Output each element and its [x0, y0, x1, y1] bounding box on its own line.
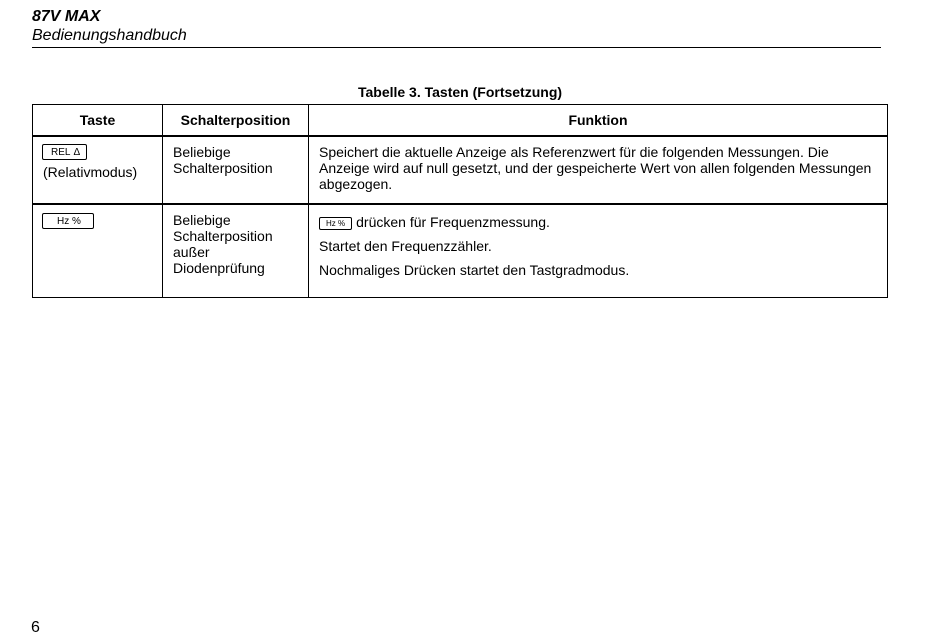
function-line: Nochmaliges Drücken startet den Tastgradmodus. — [319, 262, 630, 278]
rel-key-label: REL — [51, 147, 71, 158]
keys-table — [32, 104, 888, 298]
cell-function-hz — [309, 204, 888, 298]
cell-key-hz — [33, 204, 163, 298]
function-text: drücken für Frequenzmessung. — [356, 214, 550, 230]
hz-key-label: Hz % — [57, 216, 81, 227]
column-header-funktion: Funktion — [309, 105, 888, 137]
cell-function-rel — [309, 136, 888, 204]
column-header-schalterposition: Schalterposition — [163, 105, 309, 137]
running-header — [32, 7, 881, 48]
cell-position-rel — [163, 136, 309, 204]
rel-key-caption: (Relativmodus) — [43, 164, 138, 180]
page-number: 6 — [31, 619, 40, 636]
function-line — [319, 214, 879, 230]
table-caption: Tabelle 3. Tasten (Fortsetzung) — [357, 84, 563, 100]
function-line: Startet den Frequenzzähler. — [319, 238, 492, 254]
switch-position-text: Beliebige Schalterposition außer Diodenprüfung — [173, 212, 273, 276]
table-row-hz — [33, 204, 888, 298]
cell-position-hz — [163, 204, 309, 298]
hz-percent-key-icon: Hz % — [319, 217, 352, 230]
model-title: 87V MAX — [32, 8, 101, 25]
table-row-rel — [33, 136, 888, 204]
manual-title: Bedienungshandbuch — [32, 27, 187, 44]
cell-key-rel — [33, 136, 163, 204]
hz-percent-key-icon — [42, 213, 94, 229]
table-header-row — [33, 105, 888, 137]
column-header-taste: Taste — [33, 105, 163, 137]
function-text: Speichert die aktuelle Anzeige als Referenzwert für die folgenden Messungen. Die Anzeige wird auf null gesetzt, und der gespeicherte Wert von allen folgenden Messungen abgezogen. — [319, 144, 872, 192]
rel-key-icon — [42, 144, 87, 160]
delta-icon: Δ — [73, 147, 81, 158]
switch-position-text: Beliebige Schalterposition — [173, 144, 273, 176]
